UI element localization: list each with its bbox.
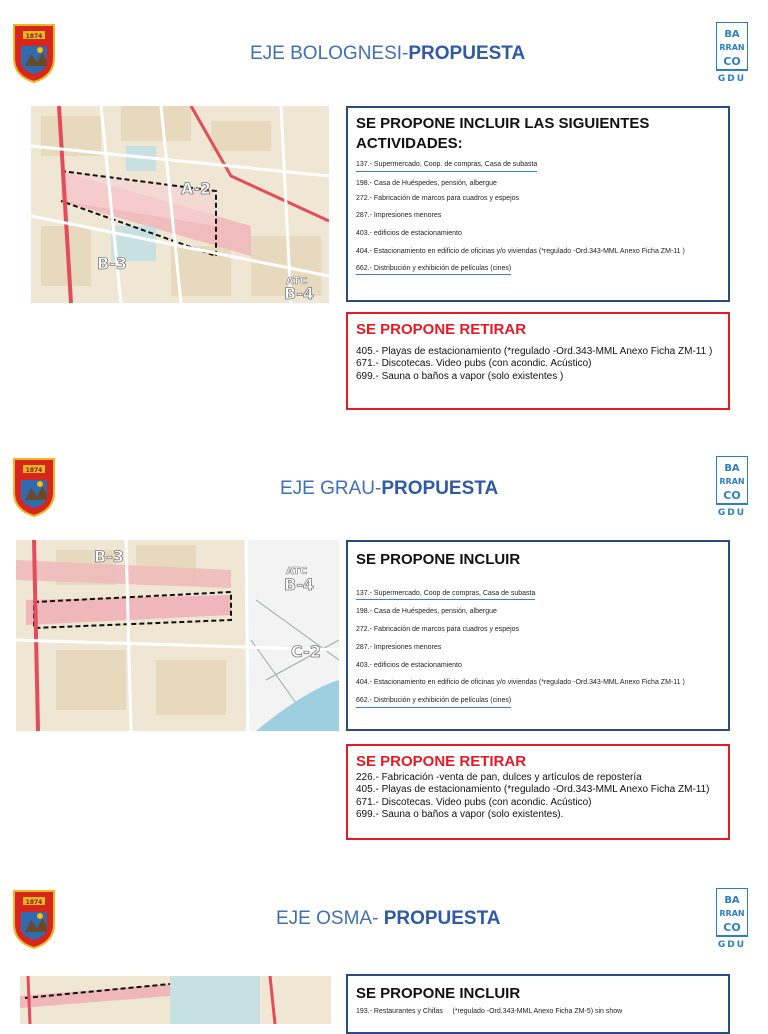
svg-text:1874: 1874 bbox=[25, 899, 43, 906]
remove-box bbox=[346, 744, 730, 840]
svg-text:GDU: GDU bbox=[717, 940, 747, 950]
include-item: 287.- Impresiones menores bbox=[356, 643, 442, 651]
remove-item: 671.- Discotecas. Video pubs (con acondic. Acústico) bbox=[356, 796, 592, 808]
svg-text:BA: BA bbox=[724, 463, 740, 474]
svg-text:1874: 1874 bbox=[25, 33, 43, 40]
svg-text:RRAN: RRAN bbox=[719, 477, 745, 486]
svg-text:GDU: GDU bbox=[717, 508, 747, 518]
svg-text:B-4: B-4 bbox=[284, 284, 314, 303]
svg-text:B-4: B-4 bbox=[284, 575, 314, 594]
include-heading: SE PROPONE INCLUIR LAS SIGUIENTES ACTIVIDADES: bbox=[356, 115, 650, 152]
remove-heading: SE PROPONE RETIRAR bbox=[356, 321, 527, 338]
svg-text:CO: CO bbox=[723, 55, 741, 68]
include-item: 137.- Supermercado, Coop. de compras, Casa de subasta bbox=[356, 161, 537, 172]
slide-grau bbox=[0, 440, 768, 870]
include-item: 198.- Casa de Huéspedes, pensión, albergue bbox=[356, 608, 497, 616]
include-item: 404.- Estacionamiento en edificio de oficinas y/o viviendas (*regulado -Ord.343-MML Anexo Ficha ZM-11 ) bbox=[356, 679, 685, 687]
remove-item: 405.- Playas de estacionamiento (*regulado -Ord.343-MML Anexo Ficha ZM-11) bbox=[356, 784, 710, 795]
include-item: 198.- Casa de Huéspedes, pensión, albergue bbox=[356, 179, 497, 187]
include-heading: SE PROPONE INCLUIR bbox=[356, 551, 521, 568]
include-item: 403.- edificios de estacionamiento bbox=[356, 661, 462, 669]
include-box bbox=[346, 540, 730, 731]
gdu-logo bbox=[716, 22, 748, 84]
include-item: 137.- Supermercado, Coop de compras, Casa de subasta bbox=[356, 590, 535, 601]
include-box bbox=[346, 106, 730, 302]
include-box bbox=[346, 974, 730, 1034]
include-item: 287.- Impresiones menores bbox=[356, 212, 442, 220]
slide-title: EJE BOLOGNESI-PROPUESTA bbox=[250, 43, 526, 64]
zoning-map-osma bbox=[20, 976, 331, 1024]
slide-title: EJE GRAU-PROPUESTA bbox=[280, 478, 499, 499]
include-item: 193.- Restaurantes y Chifas (*regulado -Ord.343-MML Anexo Ficha ZM-5) sin show bbox=[356, 1007, 623, 1015]
svg-text:CO: CO bbox=[723, 489, 741, 502]
gdu-logo bbox=[716, 456, 748, 518]
municipal-shield-logo bbox=[11, 22, 57, 84]
include-item: 272.- Fabricación de marcos para cuadros y espejos bbox=[356, 626, 520, 633]
municipal-shield-logo bbox=[11, 888, 57, 950]
include-item: 404.- Estacionamiento en edificio de oficinas y/o viviendas (*regulado -Ord.343-MML Anexo Ficha ZM-11 ) bbox=[356, 247, 685, 255]
svg-text:B-3: B-3 bbox=[97, 254, 127, 273]
gdu-logo bbox=[716, 888, 748, 950]
remove-box bbox=[346, 312, 730, 410]
remove-item: 226.- Fabricación -venta de pan, dulces y artículos de repostería bbox=[356, 771, 642, 783]
include-item: 662.- Distribución y exhibición de películas (cines) bbox=[356, 265, 511, 276]
include-heading: SE PROPONE INCLUIR bbox=[356, 985, 521, 1002]
svg-text:A-2: A-2 bbox=[181, 179, 212, 198]
svg-text:B-3: B-3 bbox=[94, 547, 124, 566]
svg-text:RRAN: RRAN bbox=[719, 43, 745, 52]
slide-title: EJE OSMA- PROPUESTA bbox=[276, 908, 501, 929]
remove-item: 699.- Sauna o baños a vapor (solo existentes ) bbox=[356, 370, 564, 382]
remove-item: 405.- Playas de estacionamiento (*regulado -Ord.343-MML Anexo Ficha ZM-11 ) bbox=[356, 345, 713, 357]
include-item: 403.- edificios de estacionamiento bbox=[356, 230, 462, 237]
svg-text:1874: 1874 bbox=[25, 467, 43, 474]
svg-text:RRAN: RRAN bbox=[719, 909, 745, 918]
slide-bolognesi bbox=[0, 0, 768, 440]
svg-text:BA: BA bbox=[724, 29, 740, 40]
svg-text:GDU: GDU bbox=[717, 74, 747, 84]
remove-item: 671.- Discotecas. Video pubs (con acondic. Acústico) bbox=[356, 358, 592, 369]
svg-text:C-2: C-2 bbox=[291, 642, 321, 661]
remove-heading: SE PROPONE RETIRAR bbox=[356, 753, 527, 770]
remove-item: 699.- Sauna o baños a vapor (solo existentes). bbox=[356, 809, 564, 820]
svg-text:BA: BA bbox=[724, 895, 740, 906]
include-item: 662.- Distribución y exhibición de películas (cines) bbox=[356, 697, 511, 708]
municipal-shield-logo bbox=[11, 456, 57, 518]
include-item: 272.- Fabricación de marcos para cuadros y espejos bbox=[356, 194, 520, 202]
zoning-map-bolognesi bbox=[31, 106, 329, 303]
svg-text:ATC: ATC bbox=[286, 276, 308, 287]
zoning-map-grau bbox=[16, 540, 339, 731]
slide-osma bbox=[0, 870, 768, 1024]
svg-text:ATC: ATC bbox=[286, 566, 308, 577]
svg-text:CO: CO bbox=[723, 921, 741, 934]
